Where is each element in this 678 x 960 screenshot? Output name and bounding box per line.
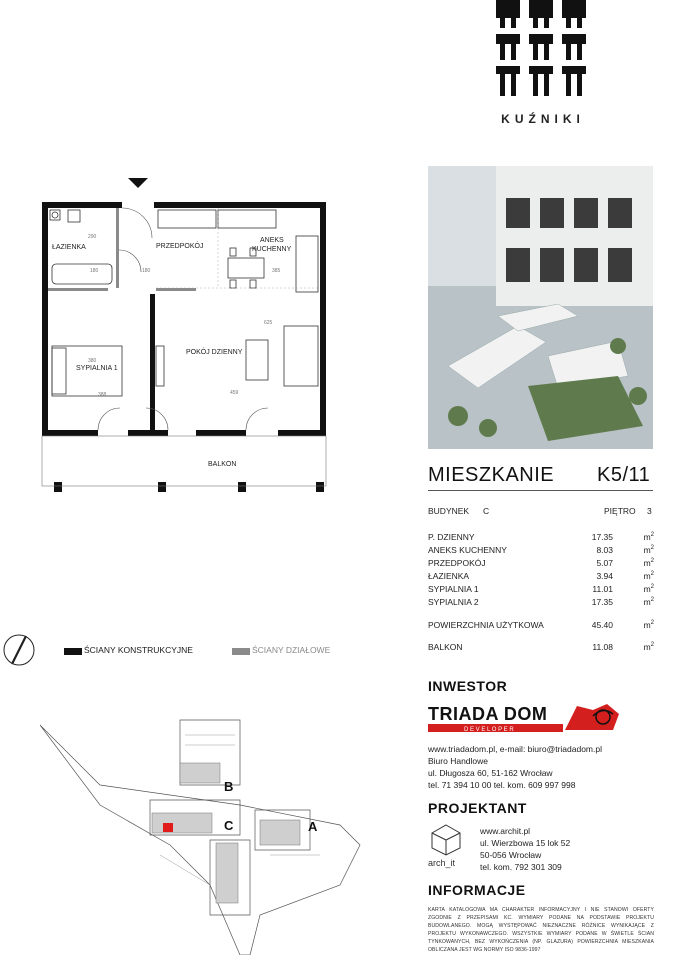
brand-name: KUŹNIKI <box>501 112 585 126</box>
designer-city: 50-056 Wrocław <box>480 850 542 860</box>
label-bedroom: SYPIALNIA 1 <box>76 365 118 372</box>
building-label: BUDYNEK <box>428 506 470 516</box>
legend-structural: ŚCIANY KONSTRUKCYJNE <box>84 645 193 655</box>
dim-6: 459 <box>230 390 239 396</box>
designer-street: ul. Wierzbowa 15 lok 52 <box>480 838 571 848</box>
triada-dom-logo <box>428 702 568 734</box>
room-row: SYPIALNIA 1 11.01 $m^2$ <box>428 584 654 594</box>
room-row: ANEKS KUCHENNY 8.03 $m^2$ <box>428 545 654 555</box>
building-b-label: B <box>224 779 234 794</box>
label-kitchen-2: KUCHENNY <box>252 246 292 253</box>
bull-logo-icon <box>563 700 623 734</box>
building-c-label: C <box>224 818 234 833</box>
designer-heading: PROJEKTANT <box>428 800 527 816</box>
kuzniki-logo <box>496 0 586 100</box>
apartment-code: K5/11 <box>597 464 651 486</box>
investor-phones: tel. 71 394 10 00 tel. kom. 609 997 998 <box>428 780 576 790</box>
designer-name: arch_it <box>428 858 456 868</box>
floor-value: 3 <box>647 506 652 516</box>
svg-text:TRIADA DOM: TRIADA DOM <box>428 704 548 724</box>
investor-office: Biuro Handlowe <box>428 756 489 766</box>
dim-4: 625 <box>264 320 273 326</box>
label-bathroom: ŁAZIENKA <box>52 244 86 251</box>
disclaimer-text: KARTA KATALOGOWA MA CHARAKTER INFORMACYJNY I NIE STANOWI OFERTY ZGODNIE Z PRZEPISAMI KC. WYMIARY PODANE NA PODSTAWIE PROJEKTU BUDOWLANEGO. MOGĄ WYSTĘPOWAĆ NIEZNACZNE RÓŻNICE WYNIKAJĄCE Z PROJEKTU WYKONAWCZEGO. WSZYSTKIE WYMIARY PODANE W ŚWIETLE ŚCIAN TYNKOWANYCH, BEZ WYKOŃCZENIA (NP. GLAZURA) POWIERZCHNIA MIESZKANIA OBLICZANA JEST WG NORMY ISO 9836-1997 <box>428 907 654 953</box>
floor-plan <box>38 176 338 496</box>
compass-icon <box>2 630 36 670</box>
usable-area-row: POWIERZCHNIA UŻYTKOWA 45.40 $m^2$ <box>428 620 654 630</box>
arch-it-cube-icon <box>428 822 464 858</box>
label-living: POKÓJ DZIENNY <box>186 349 243 356</box>
site-plan <box>40 715 380 955</box>
dim-1: 180 <box>90 268 99 274</box>
investor-heading: INWESTOR <box>428 678 508 694</box>
dim-7: 290 <box>88 234 97 240</box>
designer-phone: tel. kom. 792 301 309 <box>480 862 562 872</box>
investor-web: www.triadadom.pl, e-mail: biuro@triadadom.pl <box>428 744 602 754</box>
investor-address: ul. Długosza 60, 51-162 Wrocław <box>428 768 553 778</box>
dim-3: 385 <box>272 268 281 274</box>
building-value: C <box>483 506 490 516</box>
floor-label: PIĘTRO <box>604 506 636 516</box>
info-heading: INFORMACJE <box>428 882 526 898</box>
designer-web: www.archit.pl <box>480 826 531 836</box>
entrance-arrow-icon <box>128 178 148 188</box>
building-render <box>428 166 653 449</box>
balcony-area-row: BALKON 11.08 $m^2$ <box>428 642 654 652</box>
room-row: PRZEDPOKÓJ 5.07 $m^2$ <box>428 558 654 568</box>
label-hall: PRZEDPOKÓJ <box>156 243 204 250</box>
label-kitchen-1: ANEKS <box>260 237 284 244</box>
room-row: SYPIALNIA 2 17.35 $m^2$ <box>428 597 654 607</box>
structural-wall-swatch <box>64 648 82 655</box>
building-a-label: A <box>308 819 318 834</box>
dim-2: 180 <box>142 268 151 274</box>
dim-5: 388 <box>98 392 107 398</box>
apartment-location-marker <box>163 823 173 832</box>
divider <box>428 490 653 491</box>
apartment-title: MIESZKANIE <box>428 464 555 486</box>
room-row: ŁAZIENKA 3.94 $m^2$ <box>428 571 654 581</box>
room-row: P. DZIENNY 17.35 $m^2$ <box>428 532 654 542</box>
legend-partition: ŚCIANY DZIAŁOWE <box>252 645 331 655</box>
partition-wall-swatch <box>232 648 250 655</box>
svg-text:D E V E L O P E R: D E V E L O P E R <box>464 727 514 733</box>
label-balcony: BALKON <box>208 461 237 468</box>
dim-8: 380 <box>88 358 97 364</box>
